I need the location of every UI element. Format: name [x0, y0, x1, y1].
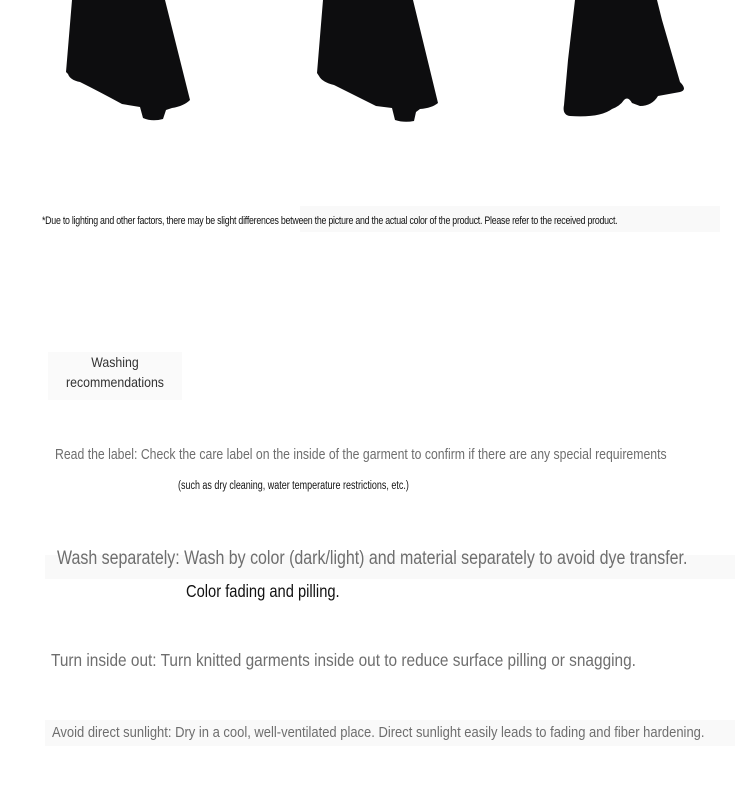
skirt-hem-illustration: [60, 0, 195, 125]
heading-line-2: recommendations: [66, 374, 164, 390]
skirt-hem-illustration: [310, 0, 445, 125]
skirt-hem-illustration: [560, 0, 695, 125]
tip-note-text: Color fading and pilling.: [186, 581, 340, 601]
heading-line-1: Washing: [91, 354, 139, 370]
tip-avoid-sunlight: [52, 724, 750, 741]
tip-read-label-note: [178, 480, 474, 492]
color-disclaimer: [42, 215, 750, 227]
tip-note-text: (such as dry cleaning, water temperature restrictions, etc.): [178, 480, 409, 492]
tip-text: Turn inside out: Turn knitted garments inside out to reduce surface pilling or snagging.: [51, 650, 636, 670]
washing-recommendations-heading: [48, 352, 182, 400]
product-image-skirt-1: [60, 0, 195, 125]
tip-wash-separately-note: [186, 581, 369, 602]
tip-read-label: [55, 447, 750, 463]
product-image-skirt-3: [560, 0, 695, 125]
tip-turn-inside-out: [51, 650, 716, 671]
tip-wash-separately: [57, 548, 750, 570]
tip-text: Avoid direct sunlight: Dry in a cool, well-ventilated place. Direct sunlight easily leads to fading and fiber hardening.: [52, 724, 705, 741]
product-image-skirt-2: [310, 0, 445, 125]
disclaimer-text: *Due to lighting and other factors, there may be slight differences between the picture and the actual color of the product. Please refer to the received product.: [42, 215, 618, 227]
tip-text: Read the label: Check the care label on the inside of the garment to confirm if there are any special requirements: [55, 447, 667, 463]
tip-text: Wash separately: Wash by color (dark/light) and material separately to avoid dye transfer.: [57, 548, 688, 569]
